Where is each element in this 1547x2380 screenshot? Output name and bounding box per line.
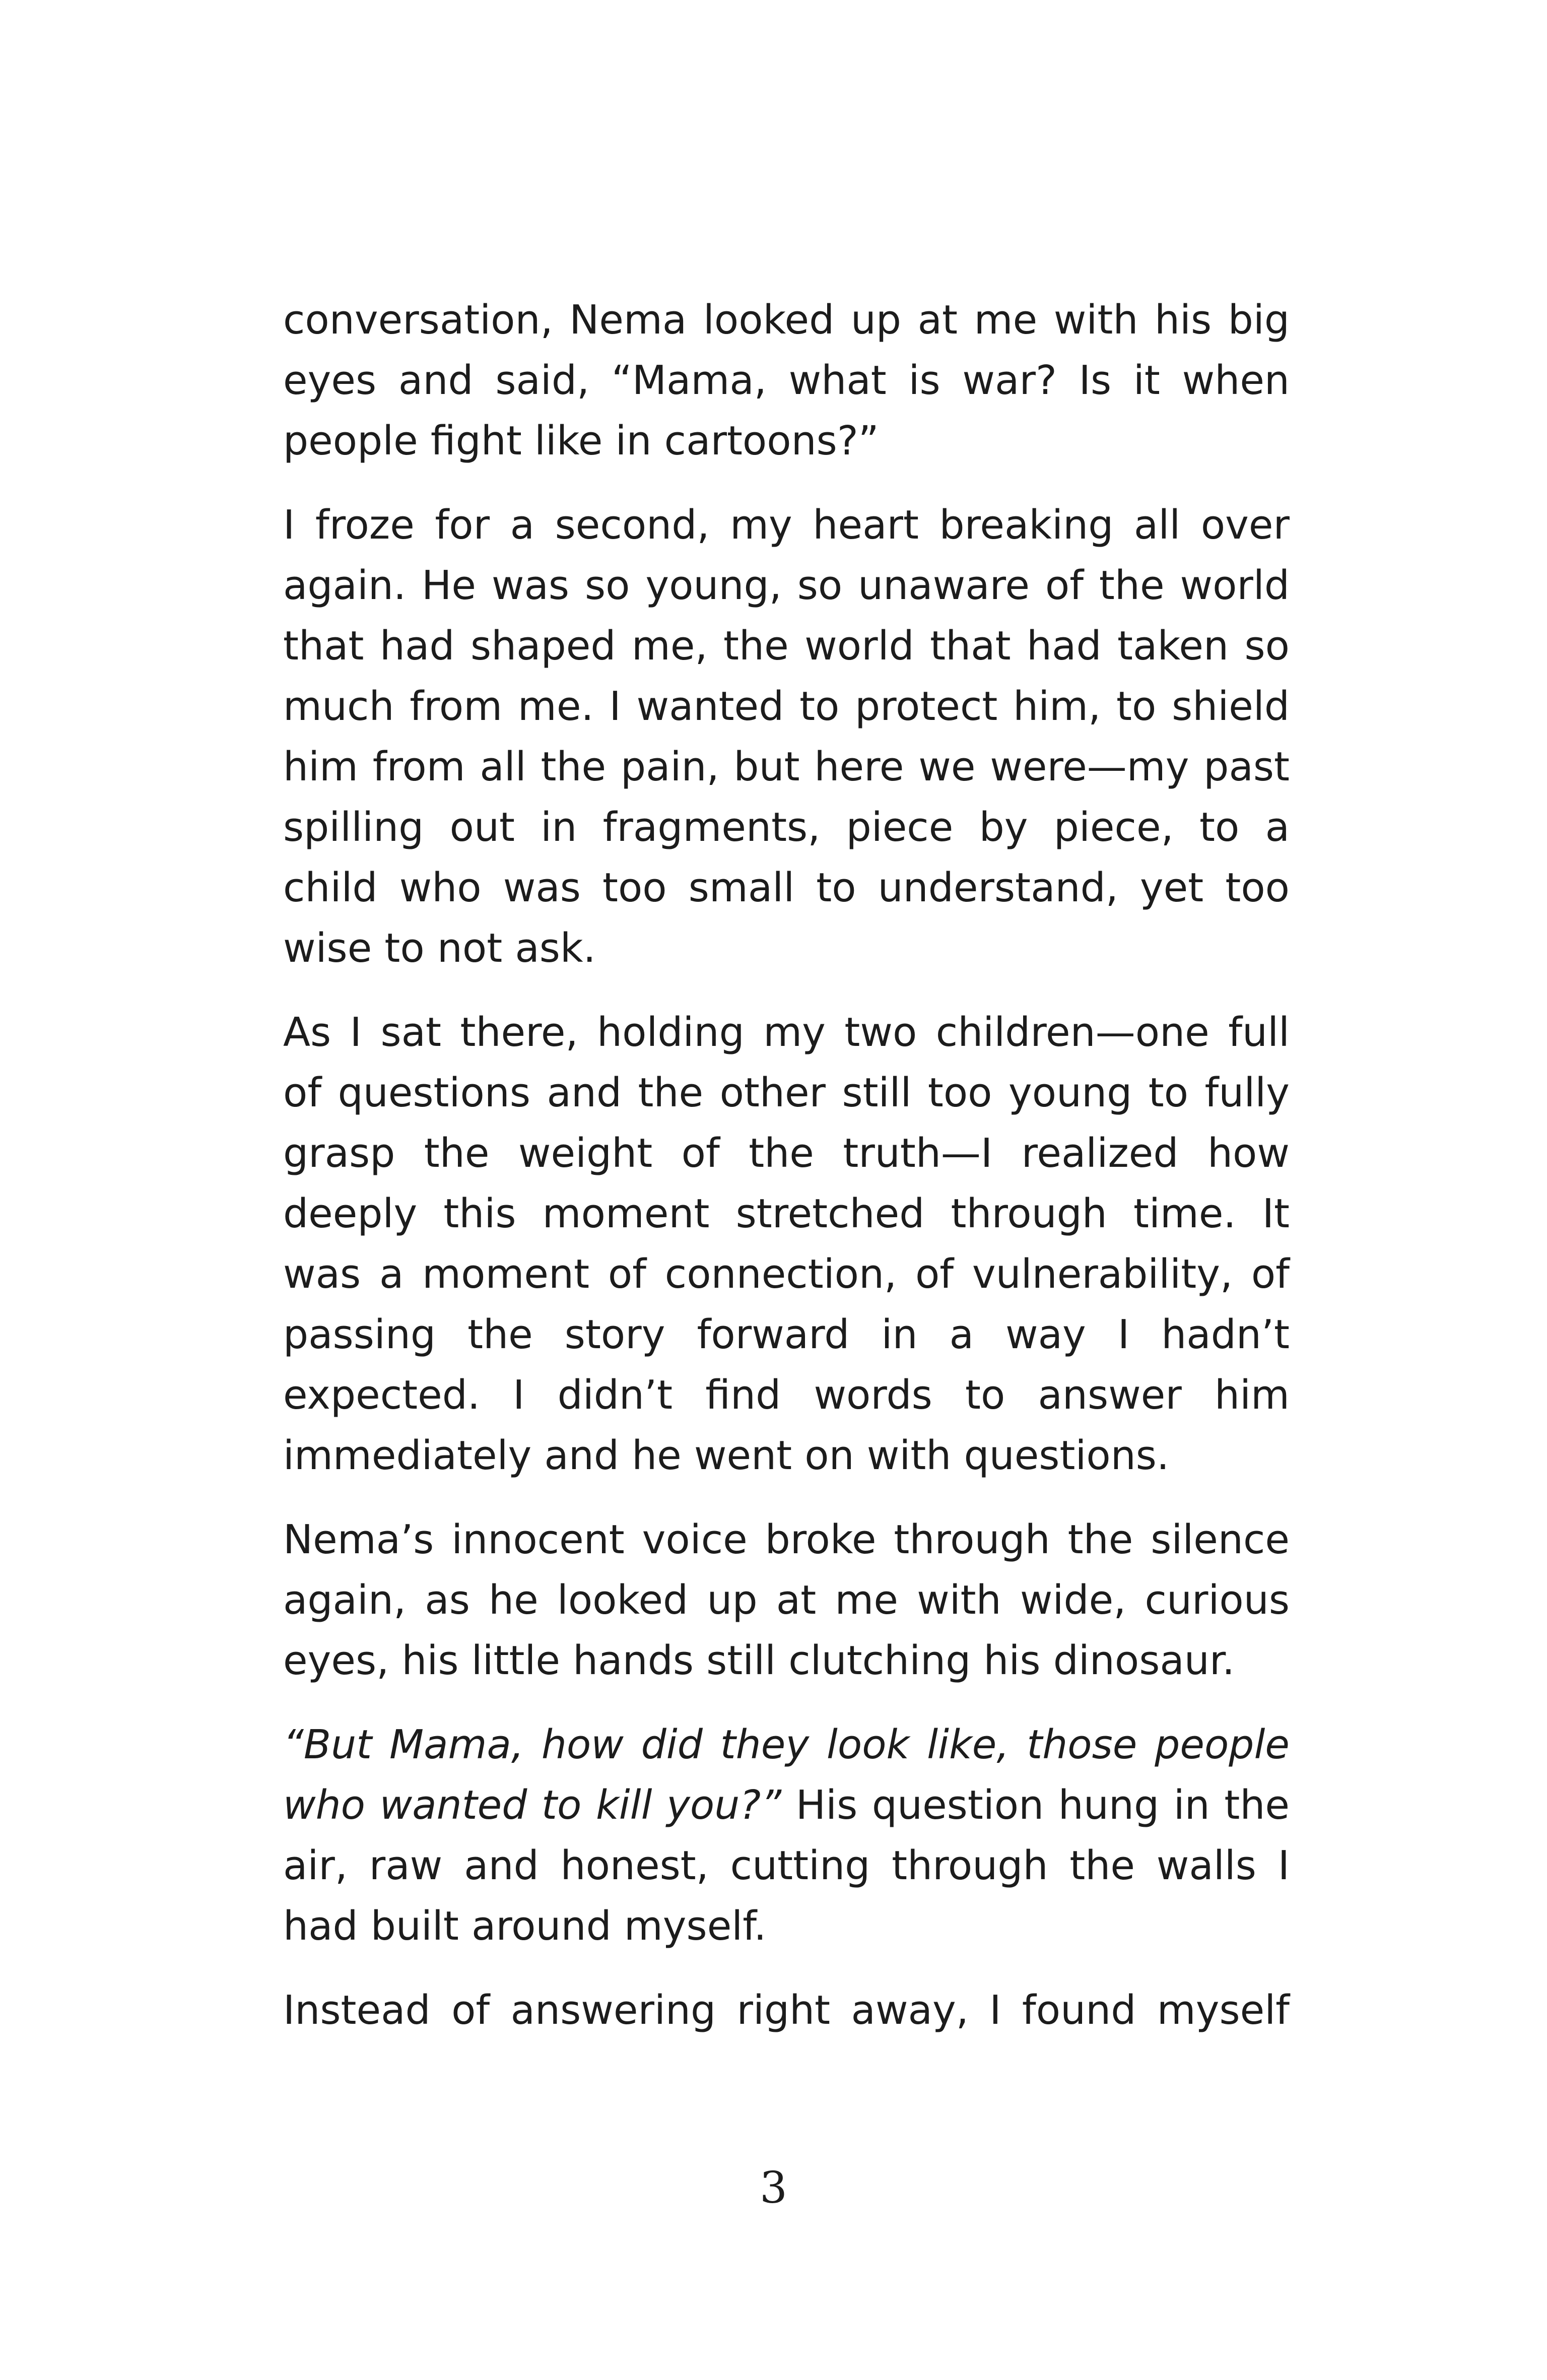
paragraph-4: Nema’s innocent voice broke through the silence again, as he looked up at me with wide, curious eyes, his little hands still clutching his dinosaur. (283, 1516, 1290, 1684)
paragraph-3: As I sat there, holding my two children—one full of questions and the other still too young to fully grasp the weight of the truth—I realized how deeply this moment stretched through time. It was a moment of connection, of vulnerability, of passing the story forward in a way I hadn’t expected. I didn’t find words to answer him immediately and he went on with questions. (283, 1009, 1290, 1479)
page-number: 3 (760, 2163, 787, 2213)
italic-quote: “But Mama, how did they look like, those people who wanted to kill you?” (283, 1722, 1290, 1828)
paragraph-1: conversation, Nema looked up at me with his big eyes and said, “Mama, what is war? Is it when people fight like in cartoons?” (283, 297, 1290, 464)
paragraph-5-rest: His question hung in the air, raw and honest, cutting through the walls I had built around myself. (283, 1782, 1290, 1949)
paragraph-2: I froze for a second, my heart breaking all over again. He was so young, so unaware of the world that had shaped me, the world that had taken so much from me. I wanted to protect him, to shield him from all the pain, but here we were—my past spilling out in fragments, piece by piece, to a child who was too small to understand, yet too wise to not ask. (283, 502, 1290, 971)
paragraph-5 (283, 1714, 1290, 1956)
paragraph-6: Instead of answering right away, I found myself (283, 1987, 1290, 2033)
body-text (283, 290, 1290, 2040)
